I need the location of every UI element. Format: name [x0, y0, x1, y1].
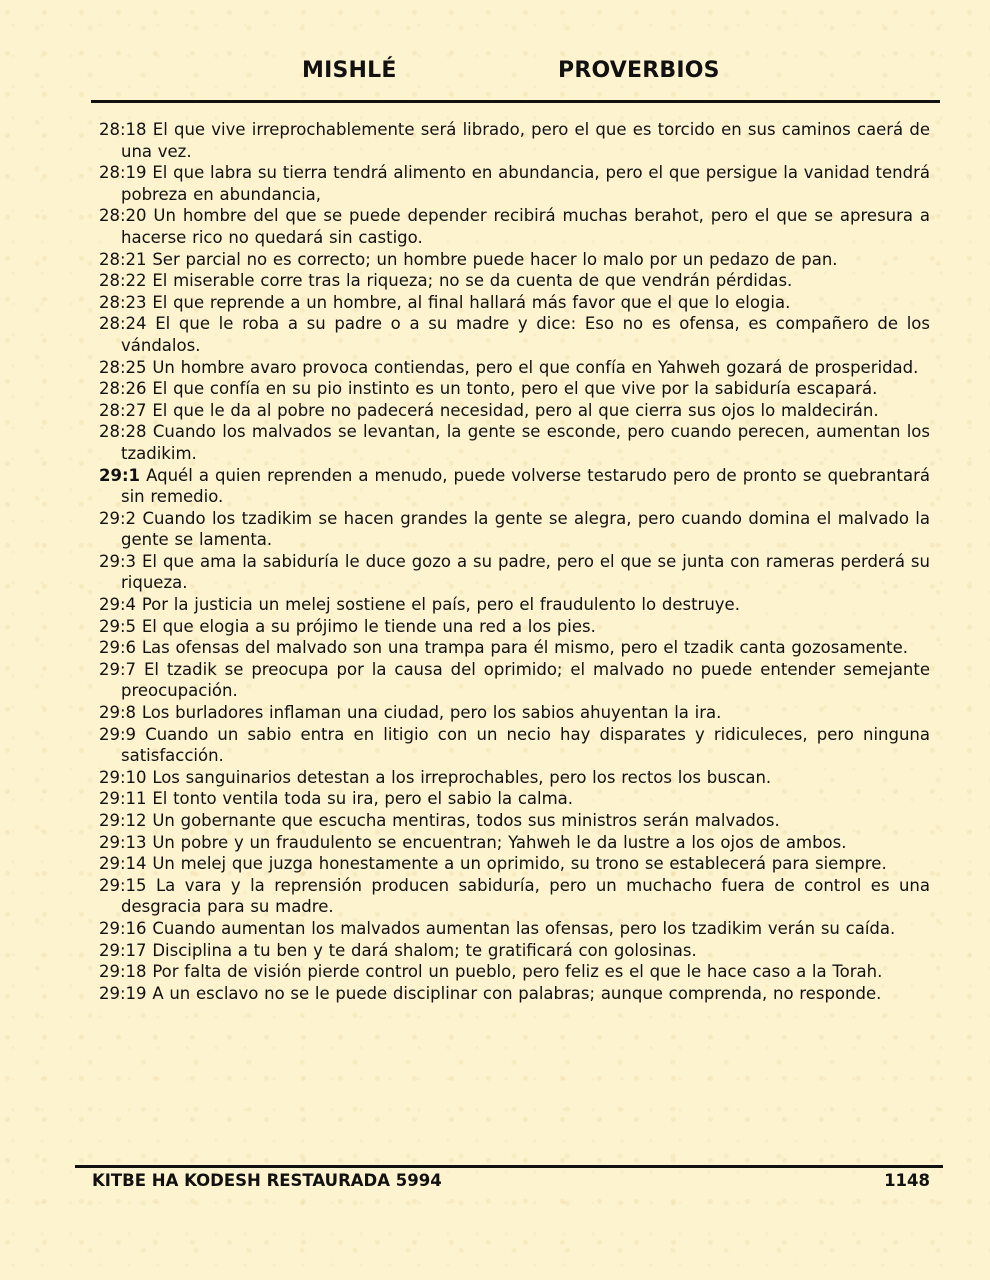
verse: [99, 832, 930, 854]
verse: [99, 508, 930, 551]
verse: [99, 788, 930, 810]
verse-text: Un pobre y un fraudulento se encuentran; Yahweh le da lustre a los ojos de ambos.: [152, 832, 847, 852]
verse-reference: 28:19: [99, 163, 147, 183]
verse-text: El que vive irreprochablemente será librado, pero el que es torcido en sus caminos caerá de una vez.: [121, 120, 931, 161]
verse: [99, 249, 930, 271]
verse: [99, 853, 930, 875]
footer-divider: [75, 1165, 943, 1168]
verse-text: El que le roba a su padre o a su madre y dice: Eso no es ofensa, es compañero de los vándalos.: [121, 314, 931, 355]
verse-reference: 29:14: [99, 854, 147, 874]
verse-reference: 29:6: [99, 638, 137, 658]
verse-reference: 29:2: [99, 508, 137, 528]
verse-reference: 28:28: [99, 422, 147, 442]
verse-text: Los sanguinarios detestan a los irreprochables, pero los rectos los buscan.: [152, 767, 772, 787]
verse-text: El que le da al pobre no padecerá necesidad, pero al que cierra sus ojos lo maldecirán.: [152, 400, 879, 420]
header-divider: [91, 100, 940, 103]
verse: [99, 940, 930, 962]
verse-text: El que reprende a un hombre, al final hallará más favor que el que lo elogia.: [152, 292, 791, 312]
verse-text: El miserable corre tras la riqueza; no se da cuenta de que vendrán pérdidas.: [152, 271, 793, 291]
verse-text: Los burladores inflaman una ciudad, pero los sabios ahuyentan la ira.: [141, 703, 722, 723]
verse: [99, 767, 930, 789]
verse-reference: 29:5: [99, 616, 137, 636]
verse: [99, 875, 930, 918]
verse: [99, 162, 930, 205]
verse: [99, 400, 930, 422]
verse: [99, 551, 930, 594]
verse-text: La vara y la reprensión producen sabiduría, pero un muchacho fuera de control es una desgracia para su madre.: [121, 875, 930, 917]
verse-reference: 29:17: [99, 940, 147, 960]
verse-reference: 28:22: [99, 271, 147, 291]
verse-reference: 29:11: [99, 789, 147, 809]
verse-reference: 28:25: [99, 357, 147, 377]
verse-text: A un esclavo no se le puede disciplinar con palabras; aunque comprenda, no responde.: [152, 983, 882, 1003]
verse-text: El tonto ventila toda su ira, pero el sabio la calma.: [152, 789, 574, 809]
verse-text: Cuando los malvados se levantan, la gente se esconde, pero cuando perecen, aumentan los tzadikim.: [121, 422, 930, 463]
verse: [99, 594, 930, 616]
verse-reference: 29:8: [99, 703, 137, 723]
verse-reference: 29:1: [99, 465, 141, 485]
verse-text: Las ofensas del malvado son una trampa para él mismo, pero el tzadik canta gozosamente.: [141, 638, 908, 658]
verse-text: El que ama la sabiduría le duce gozo a su padre, pero el que se junta con rameras perderá su riqueza.: [121, 551, 930, 593]
verse-text: Cuando aumentan los malvados aumentan las ofensas, pero los tzadikim verán su caída.: [152, 918, 896, 938]
page-header: [0, 58, 990, 88]
book-title-spanish: PROVERBIOS: [558, 58, 720, 83]
verse-reference: 29:12: [99, 811, 147, 830]
verse-reference: 29:3: [99, 551, 137, 571]
verse: [99, 465, 930, 508]
verse-text: Por falta de visión pierde control un pueblo, pero feliz es el que le hace caso a la Torah.: [152, 962, 883, 982]
verse-text: Cuando los tzadikim se hacen grandes la gente se alegra, pero cuando domina el malvado la gente se lamenta.: [121, 508, 930, 550]
verse-reference: 29:7: [99, 659, 137, 679]
verse: [99, 378, 930, 400]
verse-reference: 28:27: [99, 400, 147, 420]
verse: [99, 961, 930, 983]
verse-text: Ser parcial no es correcto; un hombre puede hacer lo malo por un pedazo de pan.: [152, 249, 838, 269]
verse: [99, 357, 930, 379]
verse: [99, 270, 930, 292]
verse-text: Aquél a quien reprenden a menudo, puede volverse testarudo pero de pronto se quebrantará sin remedio.: [121, 465, 931, 507]
verse-reference: 29:15: [99, 875, 147, 895]
verse-reference: 29:9: [99, 724, 137, 744]
verse: [99, 702, 930, 724]
verse: [99, 313, 930, 356]
verse-text: Cuando un sabio entra en litigio con un necio hay disparates y ridiculeces, pero ninguna satisfacción.: [121, 724, 930, 766]
verse-text: El que confía en su pio instinto es un tonto, pero el que vive por la sabiduría escapará.: [152, 379, 878, 399]
verse-reference: 28:24: [99, 314, 147, 334]
verse-text: Un gobernante que escucha mentiras, todos sus ministros serán malvados.: [152, 811, 780, 830]
verse-text: Disciplina a tu ben y te dará shalom; te gratificará con golosinas.: [152, 940, 697, 960]
verse-text: Un hombre del que se puede depender recibirá muchas berahot, pero el que se apresura a hacerse rico no quedará sin castigo.: [121, 206, 930, 247]
verse: [99, 983, 930, 1005]
verse-text: El que elogia a su prójimo le tiende una red a los pies.: [141, 616, 596, 636]
verse-reference: 28:20: [99, 206, 147, 226]
page-number: 1148: [884, 1171, 930, 1190]
verse-text: El que labra su tierra tendrá alimento en abundancia, pero el que persigue la vanidad tendrá pobreza en abundancia,: [121, 163, 930, 204]
book-title-hebrew: MISHLÉ: [302, 58, 397, 83]
footer-edition: KITBE HA KODESH RESTAURADA 5994: [92, 1171, 442, 1190]
verse-reference: 29:19: [99, 983, 147, 1003]
verse-reference: 29:13: [99, 832, 147, 852]
verse-reference: 29:18: [99, 962, 147, 982]
verse: [99, 119, 930, 162]
verse-text: El tzadik se preocupa por la causa del oprimido; el malvado no puede entender semejante preocupación.: [121, 659, 931, 701]
verse: [99, 292, 930, 314]
verse-reference: 29:16: [99, 918, 147, 938]
verse: [99, 810, 930, 832]
verse: [99, 637, 930, 659]
verse: [99, 421, 930, 464]
verse-reference: 28:23: [99, 292, 147, 312]
verse: [99, 918, 930, 940]
verse: [99, 659, 930, 702]
verse-reference: 28:21: [99, 249, 147, 269]
verse-text: Un hombre avaro provoca contiendas, pero el que confía en Yahweh gozará de prosperidad.: [152, 357, 919, 377]
verse-reference: 29:10: [99, 767, 147, 787]
verse-text: Por la justicia un melej sostiene el país, pero el fraudulento lo destruye.: [141, 595, 740, 615]
verse-reference: 28:26: [99, 379, 147, 399]
verse-list: [99, 119, 930, 1004]
verse-text: Un melej que juzga honestamente a un oprimido, su trono se establecerá para siempre.: [152, 854, 887, 874]
verse-reference: 29:4: [99, 595, 137, 615]
verse: [99, 205, 930, 248]
verse-reference: 28:18: [99, 120, 147, 139]
verse: [99, 616, 930, 638]
verse: [99, 724, 930, 767]
